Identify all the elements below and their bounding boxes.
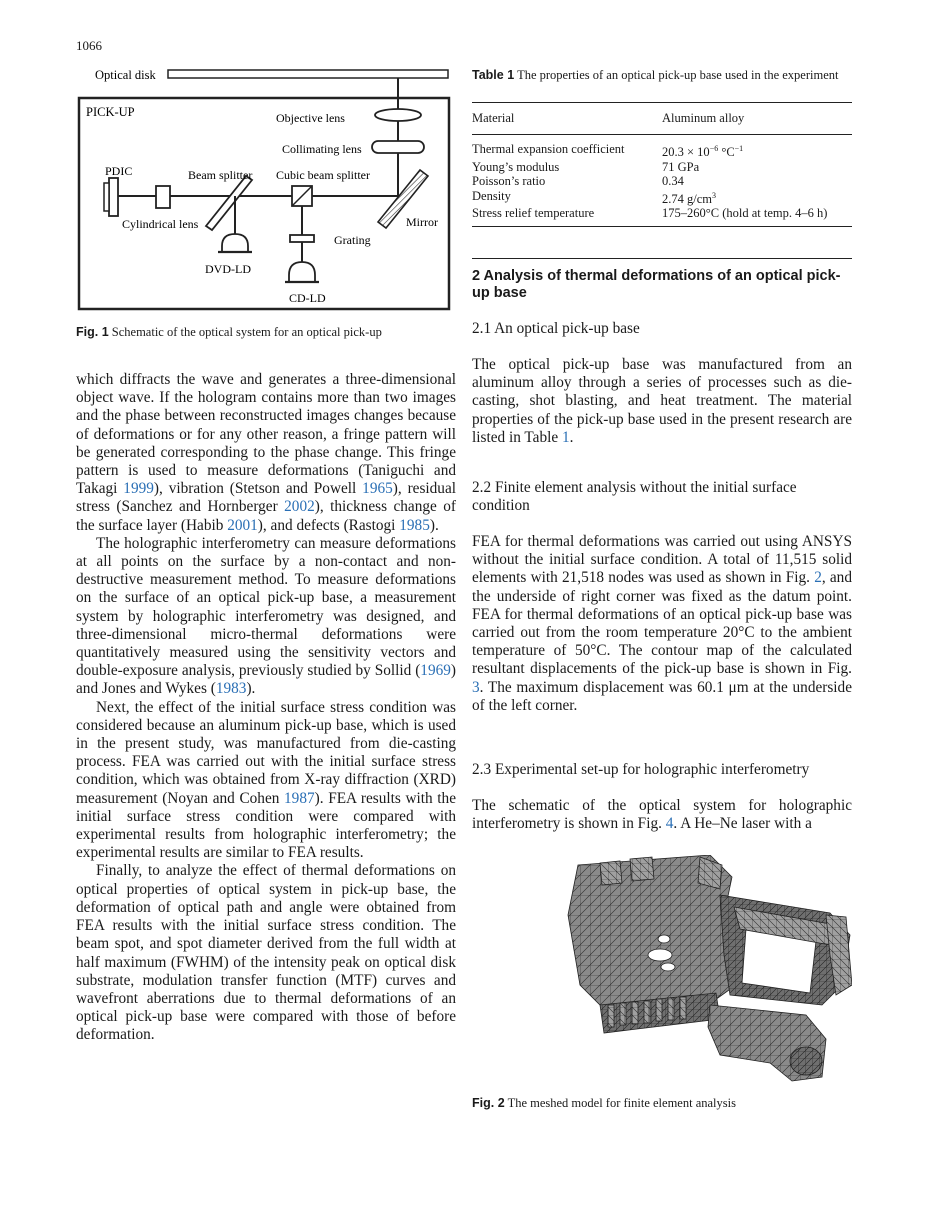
optical-system-schematic [76, 62, 456, 314]
page-number: 1066 [76, 38, 102, 53]
section-2-2-text: FEA for thermal deformations was carried out using ANSYS without the initial surface condition. A total of 11,515 solid elements with 21,518 nodes was used as shown in Fig. 2, and the underside of right corner was fixed as the datum point. FEA for thermal deformations of an optical pick-up base was carried out from the room temperature 20°C to the ambient temperature of 50°C. The contour map of the calculated resultant displacements of the pick-up base is shown in Fig. 3. The maximum displacement was 60.1 μm at the underside of the left corner. [472, 533, 852, 714]
citation-link[interactable]: 1983 [215, 680, 247, 698]
figure-2 [560, 855, 852, 1083]
figure-2-caption [472, 1096, 852, 1111]
section-divider [472, 258, 852, 259]
table-1 [472, 102, 852, 227]
paragraph-intro-hologram: which diffracts the wave and generates a three-dimensional object wave. If the hologram contains more than two images and the phase between reconstructed images changes because of deformations or for any other reason, a fringe pattern will be generated corresponding to the phase change. This fringe pattern is used to measure deformations (Taniguchi and Takagi 1999), vibration (Stetson and Powell 1965), residual stress (Sanchez and Hornberger 2002), thickness change of the surface layer (Habib 2001), and defects (Rastogi 1985). [76, 371, 456, 534]
table-header-cell: Material [472, 111, 515, 125]
pdic [109, 178, 118, 216]
citation-link[interactable]: 2001 [227, 516, 258, 534]
section-2-3-heading: 2.3 Experimental set-up for holographic interferometry [472, 761, 810, 778]
label-collimating-lens: Collimating lens [282, 142, 362, 156]
label-optical-disk: Optical disk [95, 68, 156, 82]
section-2-3-text: The schematic of the optical system for holographic interferometry is shown in Fig. 4. A He–Ne laser with a [472, 797, 852, 833]
objective-lens [375, 109, 421, 121]
beam-splitter [206, 176, 252, 230]
paragraph-holographic-interferometry: The holographic interferometry can measure deformations at all points on the surface by a non-contact and non-destructive measurement method. To measure deformations on the surface of an optical pick-up base, a measurement system by holographic interferometry was designed, and three-dimensional micro-thermal deformations were quantitatively measured using the sensitivity vectors and double-exposure analysis, previously studied by Sollid (1969) and Jones and Wykes (1983). [76, 534, 456, 698]
meshed-model-image [560, 855, 852, 1083]
label-mirror: Mirror [406, 215, 438, 229]
label-cubic-beam-splitter: Cubic beam splitter [276, 168, 370, 182]
label-objective-lens: Objective lens [276, 111, 345, 125]
citation-link[interactable]: 1965 [362, 480, 393, 498]
fig2-caption-label: Fig. 2 [472, 1096, 505, 1110]
figure-link[interactable]: 3 [472, 678, 480, 696]
left-column [76, 371, 456, 1045]
table-header-cell: Aluminum alloy [662, 111, 745, 125]
cd-ld [289, 262, 315, 282]
table-header-row [472, 111, 852, 125]
table-link[interactable]: 1 [562, 428, 570, 446]
grating [290, 235, 314, 242]
fig1-caption-label: Fig. 1 [76, 325, 109, 339]
citation-link[interactable]: 2002 [284, 498, 315, 516]
paragraph-finally: Finally, to analyze the effect of thermal deformations on optical properties of optical system in pick-up base, the deformation of optical path and angle were obtained from FEA results with the initial surface stress condition. The beam spot, and spot diameter derived from the full width at half maximum (FWHM) of the intensity peak on optical disk substrate, modulation transfer function (MTF) curves and wavefront aberrations due to thermal deformations of an optical pick-up base were compared with those of before deformation. [76, 862, 456, 1044]
citation-link[interactable]: 1987 [284, 789, 315, 807]
optical-disk [168, 70, 448, 78]
citation-link[interactable]: 1999 [123, 480, 154, 498]
figure-1-caption [76, 325, 456, 340]
section-2-1-heading: 2.1 An optical pick-up base [472, 320, 640, 337]
label-pdic: PDIC [105, 164, 133, 178]
section-2-2-heading: 2.2 Finite element analysis without the initial surface condition [472, 479, 797, 514]
table-row: Young’s modulus 71 GPa [472, 159, 700, 174]
figure-link[interactable]: 2 [814, 569, 822, 587]
label-cylindrical-lens: Cylindrical lens [122, 217, 199, 231]
collimating-lens [372, 141, 424, 153]
table-row: Density 2.74 $g/cm^3$ [472, 188, 716, 206]
paragraph-initial-stress: Next, the effect of the initial surface stress condition was considered because an aluminum pick-up base, which is used in the present study, was manufactured from die-casting process. FEA was carried out with the initial surface stress condition, which was obtained from X-ray diffraction (XRD) measurement (Noyan and Cohen 1987). FEA results with the initial surface stress condition were compared with experimental results from holographic interferometry; the experimental results are similar to FEA results. [76, 698, 456, 862]
label-cd-ld: CD-LD [289, 291, 326, 305]
citation-link[interactable]: 1985 [399, 516, 430, 534]
section-2-heading: 2 Analysis of thermal deformations of an optical pick-up base [472, 268, 841, 301]
table-row: Stress relief temperature 175–260°C (hold at temp. 4–6 h) [472, 206, 828, 221]
label-pickup: PICK-UP [86, 105, 135, 119]
table-row: Poisson’s ratio 0.34 [472, 174, 684, 189]
citation-link[interactable]: 1969 [420, 662, 451, 680]
table1-caption-text: The properties of an optical pick-up base used in the experiment [517, 68, 839, 82]
figure-1 [76, 62, 456, 314]
table-1-caption [472, 68, 852, 83]
dvd-ld [222, 234, 248, 252]
fig1-caption-text: Schematic of the optical system for an optical pick-up [111, 325, 382, 339]
cylindrical-lens [156, 186, 170, 208]
label-dvd-ld: DVD-LD [205, 262, 251, 276]
table1-label: Table 1 [472, 68, 515, 82]
section-2-1-text: The optical pick-up base was manufactured from an aluminum alloy through a series of processes such as die-casting, shot blasting, and heat treatment. The material properties of the pick-up base used in the present research are listed in Table 1. [472, 356, 852, 446]
fig2-caption-text: The meshed model for finite element analysis [507, 1096, 736, 1110]
label-grating: Grating [334, 233, 371, 247]
table-row: Thermal expansion coefficient $20.3 \times 10^{-6}$ $^\circ C^{-1}$ [472, 142, 744, 160]
label-beam-splitter: Beam splitter [188, 168, 253, 182]
figure-link[interactable]: 4 [665, 815, 674, 833]
